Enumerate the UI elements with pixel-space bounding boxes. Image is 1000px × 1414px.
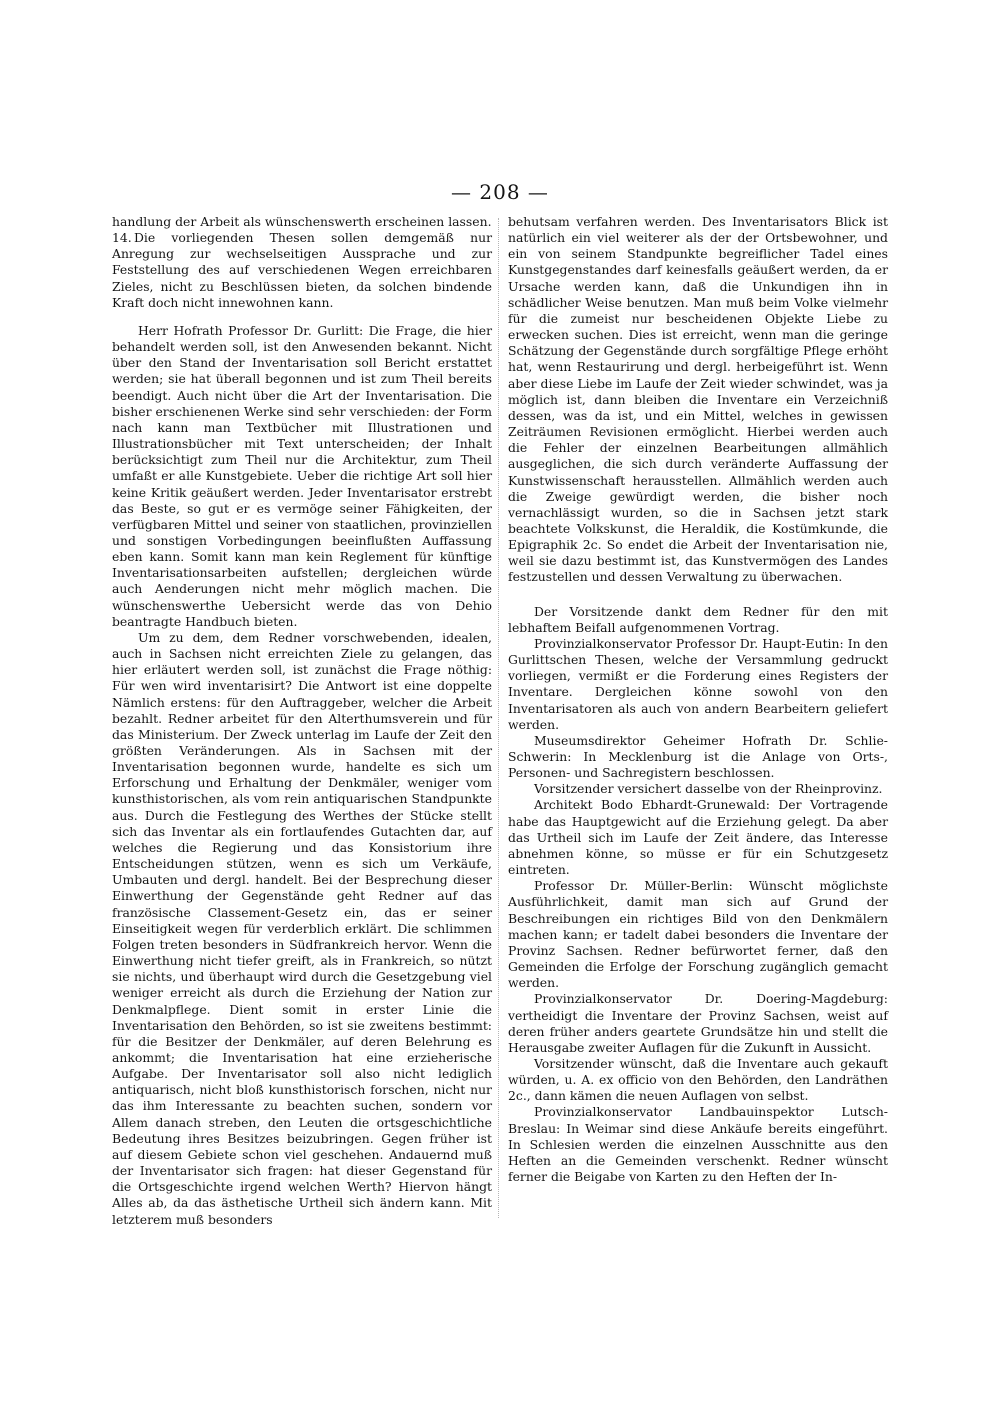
paragraph-rheinprovinz: Vorsitzender versichert dasselbe von der Rheinprovinz. [534, 781, 883, 797]
page-number: — 208 — [451, 180, 549, 204]
thesis-text: Die vorliegenden Thesen sollen demgemäß nur Anregung zur wechselseitigen Aussprache und zur Feststellung des auf verschiedenen Wegen erreichbaren Zieles, nicht zu Beschlüssen bieten, da solchen bindende Kraft doch nicht innewohnen kann. [112, 230, 492, 310]
paragraph-ziel: Um zu dem, dem Redner vorschwebenden, idealen, auch in Sachsen nicht erreichten Ziele zu gelangen, das hier erläutert werden soll, ist zunächst die Frage nöthig: Für wen wird inventarisirt? Die Antwort ist eine doppelte Nämlich erstens: für den Auftraggeber, welcher die Arbeit bezahlt. Redner arbeitet für den Alterthumsverein und für das Ministerium. Der Zweck unterlag im Laufe der Zeit den größten Veränderungen. Als in Sachsen mit der Inventarisation begonnen wurde, handelte es sich um Erforschung und Erhaltung der Denkmäler, weniger vom kunsthistorischen, als vom rein antiquarischen Standpunkte aus. Durch die Festlegung des Werthes der Stücke stellt sich das Inventar als ein fortlaufendes Gutachten dar, auf welches die Regierung und das Konsistorium ihre Entscheidungen stützen, wenn es sich um Verkäufe, Umbauten und dergl. handelt. Bei der Besprechung dieser Einwerthung der Gegenstände geht Redner auf das französische Classement-Gesetz ein, das er seiner Einseitigkeit wegen für verderblich erklärt. Die schlimmen Folgen treten besonders in Südfrankreich hervor. Wenn die Einwerthung nicht tiefer greift, als in Frankreich, so nützt sie nichts, und überhaupt wird durch die Gesetzgebung viel weniger erreicht als durch die Erziehung der Nation zur Denkmalpflege. Dient somit in erster Linie die Inventarisation den Behörden, so ist sie zweitens bestimmt: für die Besitzer der Denkmäler, auf deren Belehrung es ankommt; die Inventarisation hat eine erzieherische Aufgabe. Der Inventarisator soll also nicht lediglich antiquarisch, nicht bloß kunsthistorisch forschen, nicht nur das ihm Interessante zu beachten suchen, sondern vor Allem danach streben, den Leuten die ortsgeschichtliche Bedeutung ihres Besitzes beizubringen. Gegen früher ist auf diesem Gebiete schon viel geschehen. Andauernd muß der Inventarisator sich fragen: hat dieser Gegenstand für die Ortsgeschichte irgend welchen Werth? Hiervon hängt Alles ab, da das ästhetische Urtheil sich ändern kann. Mit letzterem muß besonders [112, 629, 492, 1227]
thesis-number: 14. [112, 230, 132, 246]
paragraph-continuation: handlung der Arbeit als wünschenswerth erscheinen lassen. [112, 214, 492, 229]
paragraph-dank: Der Vorsitzende dankt dem Redner für den mit lebhaftem Beifall aufgenommenen Vortrag. [508, 603, 888, 635]
left-column [112, 214, 492, 1228]
paragraph-schlie: Museumsdirektor Geheimer Hofrath Dr. Schlie-Schwerin: In Mecklenburg ist die Anlage von Orts-, Personen- und Sachregistern beschlossen. [508, 732, 888, 781]
paragraph-gurlitt: Herr Hofrath Professor Dr. Gurlitt: Die Frage, die hier behandelt werden soll, ist den Anwesenden bekannt. Nicht über den Stand der Inventarisation soll Bericht erstattet werden; sie hat überall begonnen und ist zum Theil bereits beendigt. Auch nicht über die Art der Inventarisation. Die bisher erschienenen Werke sind sehr verschieden: der Form nach kann man Textbücher mit Illustrationen und Illustrationsbücher mit Text unterscheiden; der Inhalt berücksichtigt zum Theil nur die Architektur, zum Theil umfaßt er alle Kunstgebiete. Ueber die richtige Art soll hier keine Kritik geäußert werden. Jeder Inventarisator erstrebt das Beste, so gut er es vermöge seiner Fähigkeiten, der verfügbaren Mittel und seiner von staatlichen, provinziellen und sonstigen Vorbedingungen beeinflußten Auffassung eben kann. Somit kann man kein Reglement für künftige Inventarisationsarbeiten aufstellen; dergleichen würde auch Aenderungen nicht mehr möglich machen. Die wünschenswerthe Uebersicht werde das von Dehio beantragte Handbuch bieten. [112, 322, 492, 629]
paragraph-mueller: Professor Dr. Müller-Berlin: Wünscht möglichste Ausführlichkeit, damit man sich auf Grund der Beschreibungen ein richtiges Bild von den Denkmälern machen kann; er tadelt dabei besonders die Inventare der Provinz Sachsen. Redner befürwortet ferner, daß den Gemeinden die Erfolge der Forschung zugänglich gemacht werden. [508, 878, 888, 991]
paragraph-doering: Provinzialkonservator Dr. Doering-Magdeburg: vertheidigt die Inventare der Provinz Sachsen, weist auf deren früher anders geartete Grundsätze hin und stellt die Herausgabe zweiter Auflagen für die Zukunft in Aussicht. [508, 991, 888, 1055]
paragraph-lutsch: Provinzialkonservator Landbauinspektor Lutsch-Breslau: In Weimar sind diese Ankäufe bereits eingeführt. In Schlesien werden die einzelnen Ausschnitte aus den Heften an die Gemeinden verschenkt. Redner wünscht ferner die Beigabe von Karten zu den Heften der In- [508, 1104, 888, 1185]
paragraph-ebhardt: Architekt Bodo Ebhardt-Grunewald: Der Vortragende habe das Hauptgewicht auf die Erziehung gelegt. Da aber das Urtheil sich im Laufe der Zeit ändere, das Interesse abnehmen könne, so müsse er für ein Schutzgesetz eintreten. [508, 797, 888, 878]
thesis-14 [112, 230, 492, 311]
paragraph-haupt: Provinzialkonservator Professor Dr. Haupt-Eutin: In den Gurlittschen Thesen, welche der Versammlung gedruckt vorliegen, vermißt er die Forderung eines Registers der Inventare. Dergleichen könne sowohl von den Inventarisatoren als auch von andern Bearbeitern geliefert werden. [508, 635, 888, 732]
column-divider [498, 218, 499, 1218]
right-column [508, 214, 888, 1185]
paragraph-continuation-right: behutsam verfahren werden. Des Inventarisators Blick ist natürlich ein viel weiterer als der der Ortsbewohner, und ein von seinem Standpunkte begreiflicher Tadel eines Kunstgegenstandes darf keinesfalls geäußert werden, da er Ursache werden kann, daß die Unkundigen ihn in schädlicher Weise benutzen. Man muß beim Volke vielmehr für die zumeist nur bescheidenen Objekte Liebe zu erwecken suchen. Dies ist erreicht, wenn man die geringe Schätzung der Gegenstände durch sorgfältige Pflege erhöht hat, wenn Restaurirung und dergl. herbeigeführt ist. Wenn aber diese Liebe im Laufe der Zeit wieder schwindet, was ja möglich ist, dann bleiben die Inventare ein Verzeichniß dessen, was da ist, und ein Mittel, welches in gewissen Zeiträumen Revisionen ermöglicht. Hierbei werden auch die Fehler der einzelnen Bearbeitungen allmählich ausgeglichen, die sich durch veränderte Auffassung der Kunstwissenschaft herausstellen. Allmählich werden auch die Zweige gewürdigt werden, die bisher noch vernachlässigt wurden, so die in Sachsen jetzt stark beachtete Volkskunst, die Heraldik, die Kostümkunde, die Epigraphik 2c. So endet die Arbeit der Inventarisation nie, weil sie dazu bestimmt ist, das Kunstvermögen des Landes festzustellen und dessen Verwaltung zu überwachen. [508, 214, 888, 585]
paragraph-ankauf: Vorsitzender wünscht, daß die Inventare auch gekauft würden, u. A. ex officio von den Behörden, den Landräthen 2c., dann kämen die neuen Auflagen von selbst. [508, 1055, 888, 1104]
